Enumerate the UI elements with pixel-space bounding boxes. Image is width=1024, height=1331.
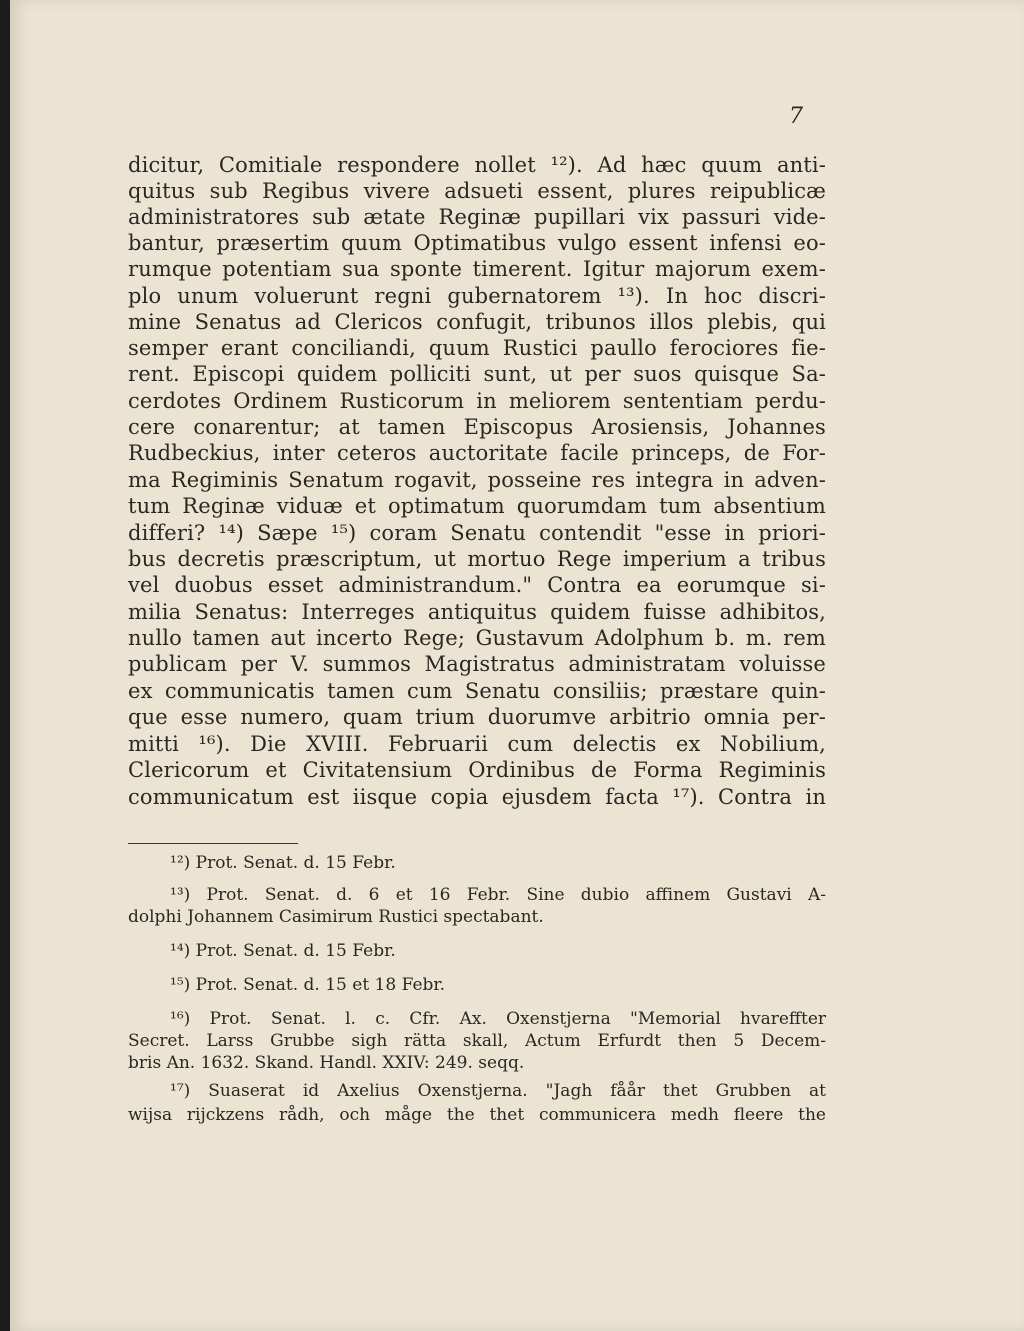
body-line: ma Regiminis Senatum rogavit, posseine res integra in adven- (128, 468, 826, 492)
body-line: differi? ¹⁴) Sæpe ¹⁵) coram Senatu contendit "esse in priori- (128, 521, 826, 545)
body-line: plo unum voluerunt regni gubernatorem ¹³). In hoc discri- (128, 284, 826, 308)
body-line: vel duobus esset administrandum." Contra ea eorumque si- (128, 573, 826, 597)
footnote-mark: ¹⁶) (170, 1009, 191, 1029)
body-line: tum Reginæ viduæ et optimatum quorumdam tum absentium (128, 494, 826, 518)
body-line: nullo tamen aut incerto Rege; Gustavum Adolphum b. m. rem (128, 626, 826, 650)
footnote-text: Secret. Larss Grubbe sigh rätta skall, Actum Erfurdt then 5 Decem- (128, 1031, 826, 1051)
body-line: rumque potentiam sua sponte timerent. Igitur majorum exem- (128, 257, 826, 281)
footnote-15 (170, 974, 826, 996)
book-page (10, 0, 1024, 1331)
footnote-text: Prot. Senat. d. 6 et 16 Febr. Sine dubio affinem Gustavi A- (206, 885, 827, 905)
body-line: Clericorum et Civitatensium Ordinibus de Forma Regiminis (128, 758, 826, 782)
body-line: mine Senatus ad Clericos confugit, tribunos illos plebis, qui (128, 310, 826, 334)
body-line: dicitur, Comitiale respondere nollet ¹²). Ad hæc quum anti- (128, 153, 826, 177)
footnote-16 (170, 1008, 826, 1030)
body-line: rent. Episcopi quidem polliciti sunt, ut per suos quisque Sa- (128, 362, 826, 386)
footnote-mark: ¹²) (170, 853, 191, 873)
body-line: administratores sub ætate Reginæ pupillari vix passuri vide- (128, 205, 826, 229)
body-line: milia Senatus: Interreges antiquitus quidem fuisse adhibitos, (128, 600, 826, 624)
footnote-14 (170, 940, 826, 962)
body-line: Rudbeckius, inter ceteros auctoritate facile princeps, de For- (128, 441, 826, 465)
footnote-mark: ¹³) (170, 885, 191, 905)
footnote-mark: ¹⁵) (170, 975, 191, 995)
body-line: cere conarentur; at tamen Episcopus Arosiensis, Johannes (128, 415, 826, 439)
body-line: quitus sub Regibus vivere adsueti essent, plures reipublicæ (128, 179, 826, 203)
footnote-mark: ¹⁷) (170, 1081, 191, 1101)
footnote-text: dolphi Johannem Casimirum Rustici spectabant. (128, 907, 544, 927)
body-line: bantur, præsertim quum Optimatibus vulgo essent infensi eo- (128, 231, 826, 255)
body-line: semper erant conciliandi, quum Rustici paullo ferociores fie- (128, 336, 826, 360)
footnote-text: wijsa rijckzens rådh, och måge the thet communicera medh fleere the (128, 1105, 826, 1125)
body-line: bus decretis præscriptum, ut mortuo Rege imperium a tribus (128, 547, 826, 571)
page-number: 7 (789, 104, 803, 129)
body-line: mitti ¹⁶). Die XVIII. Februarii cum delectis ex Nobilium, (128, 732, 826, 756)
footnote-text: Prot. Senat. d. 15 et 18 Febr. (195, 975, 446, 995)
body-line: ex communicatis tamen cum Senatu consiliis; præstare quin- (128, 679, 826, 703)
footnote-text: Suaserat id Axelius Oxenstjerna. "Jagh fåår thet Grubben at (208, 1081, 826, 1101)
footnote-text: Prot. Senat. d. 15 Febr. (195, 853, 396, 873)
footnote-text: Prot. Senat. l. c. Cfr. Ax. Oxenstjerna "Memorial hvareffter (209, 1009, 827, 1029)
footnote-text: bris An. 1632. Skand. Handl. XXIV: 249. seqq. (128, 1053, 525, 1073)
footnote-mark: ¹⁴) (170, 941, 191, 961)
body-line: communicatum est iisque copia ejusdem facta ¹⁷). Contra in (128, 785, 826, 809)
footnote-separator (128, 843, 298, 844)
footnote-13 (170, 884, 826, 906)
footnote-text: Prot. Senat. d. 15 Febr. (195, 941, 396, 961)
footnote-17 (170, 1080, 826, 1102)
body-line: publicam per V. summos Magistratus administratam voluisse (128, 652, 826, 676)
footnote-12 (170, 852, 826, 874)
body-line: cerdotes Ordinem Rusticorum in meliorem sententiam perdu- (128, 389, 826, 413)
body-line: que esse numero, quam trium duorumve arbitrio omnia per- (128, 705, 826, 729)
